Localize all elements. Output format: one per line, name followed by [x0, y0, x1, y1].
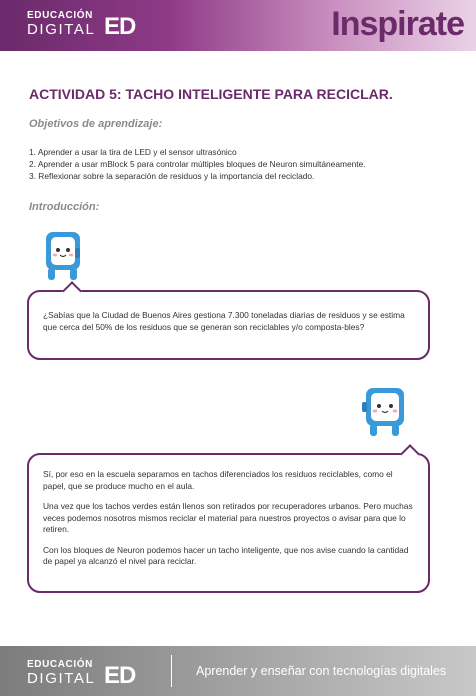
objectives-heading: Objetivos de aprendizaje: [29, 118, 163, 130]
section-title: Inspirate [331, 5, 464, 43]
footer-banner [0, 646, 476, 696]
brand-line2: DIGITAL [27, 670, 96, 687]
brand-line2: DIGITAL [27, 21, 96, 38]
neuron-robot-mascot-icon [44, 228, 88, 284]
objective-item: 3. Reflexionar sobre la separación de residuos y la importancia del reciclado. [29, 171, 315, 181]
footer-divider [171, 655, 172, 687]
bubble-answer-paragraph: Una vez que los tachos verdes están llenos son retirados por recuperadores urbanos. Pero muchas veces podemos nosotros mismos reciclar el material para nuestros proyectos o avisar para que lo retiren. [43, 501, 413, 534]
bubble-tail [400, 444, 420, 464]
footer-brand-logo [27, 659, 136, 689]
footer-tagline: Aprender y enseñar con tecnologías digitales [196, 664, 447, 678]
objective-item: 1. Aprender a usar la tira de LED y el sensor ultrasónico [29, 147, 237, 157]
bubble-answer-paragraph: Sí, por eso en la escuela separamos en tachos diferenciados los residuos reciclables, como el papel, que se produce mucho en el aula. [43, 469, 393, 491]
bubble-answer-paragraph: Con los bloques de Neuron podemos hacer un tacho inteligente, que nos avise cuando la cantidad de papel ya alcanzó el nivel para reciclar. [43, 544, 409, 566]
neuron-robot-mascot-icon [360, 384, 410, 440]
header-brand-logo [27, 10, 136, 40]
objective-item: 2. Aprender a usar mBlock 5 para controlar múltiples bloques de Neuron simultáneamente. [29, 159, 366, 169]
brand-line1: EDUCACIÓN [27, 659, 93, 670]
brand-line1: EDUCACIÓN [27, 10, 93, 21]
bubble-tail [62, 281, 82, 301]
brand-mark: ED [104, 13, 136, 40]
header-banner [0, 0, 476, 51]
introduction-heading: Introducción: [29, 201, 100, 213]
brand-mark: ED [104, 662, 136, 689]
objectives-list [29, 146, 459, 182]
activity-title: ACTIVIDAD 5: TACHO INTELIGENTE PARA RECICLAR. [29, 86, 393, 102]
speech-bubble-question [27, 290, 430, 360]
bubble-question-text: ¿Sabías que la Ciudad de Buenos Aires gestiona 7.300 toneladas diarias de residuos y se estima que cerca del 50% de los residuos que se generan son reciclables y/o composta-bles? [43, 310, 405, 332]
speech-bubble-answer [27, 453, 430, 593]
